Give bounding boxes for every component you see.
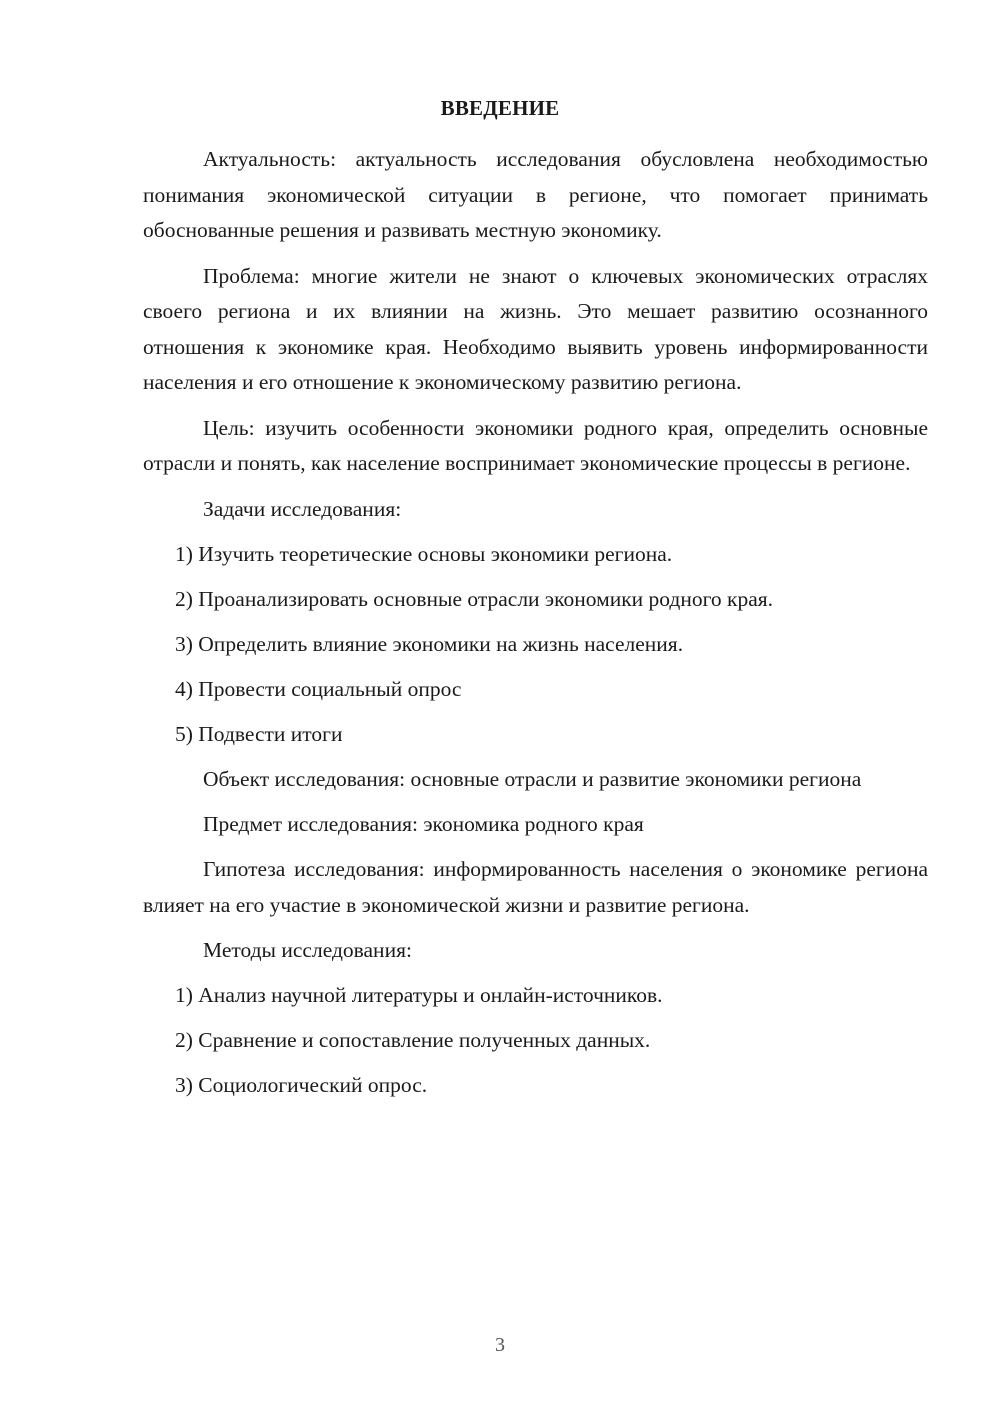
paragraph-subject: Предмет исследования: экономика родного края bbox=[203, 812, 644, 836]
paragraph-relevance: Актуальность: актуальность исследования обусловлена необходимостью понимания экономической ситуации в регионе, что помогает принимать обоснованные решения и развивать местную экономику. bbox=[143, 147, 928, 242]
method-item-1: 1) Анализ научной литературы и онлайн-источников. bbox=[175, 983, 663, 1007]
method-item-2: 2) Сравнение и сопоставление полученных данных. bbox=[175, 1028, 651, 1052]
methods-heading: Методы исследования: bbox=[203, 938, 412, 962]
paragraph-hypothesis: Гипотеза исследования: информированность населения о экономике региона влияет на его участие в экономической жизни и развитие региона. bbox=[143, 857, 928, 917]
spacer bbox=[143, 249, 928, 259]
method-item-3: 3) Социологический опрос. bbox=[175, 1073, 428, 1097]
task-item-4: 4) Провести социальный опрос bbox=[175, 676, 462, 701]
task-item-5: 5) Подвести итоги bbox=[175, 721, 343, 746]
page-title: ВВЕДЕНИЕ bbox=[440, 96, 560, 120]
spacer bbox=[143, 797, 928, 807]
task-item-2: 2) Проанализировать основные отрасли экономики родного края. bbox=[175, 586, 774, 611]
spacer bbox=[143, 482, 928, 492]
paragraph-goal: Цель: изучить особенности экономики родного края, определить основные отрасли и понять, как население воспринимает экономические процессы в регионе. bbox=[143, 415, 928, 475]
paragraph-object: Объект исследования: основные отрасли и развитие экономики региона bbox=[203, 766, 862, 791]
task-item-3: 3) Определить влияние экономики на жизнь населения. bbox=[175, 631, 684, 656]
tasks-heading: Задачи исследования: bbox=[203, 496, 402, 521]
page-number: 3 bbox=[495, 1334, 505, 1356]
spacer bbox=[143, 401, 928, 411]
spacer bbox=[143, 923, 928, 933]
task-item-1: 1) Изучить теоретические основы экономики региона. bbox=[175, 541, 673, 566]
document-body bbox=[143, 142, 928, 1113]
paragraph-problem: Проблема: многие жители не знают о ключевых экономических отраслях своего региона и их влиянии на жизнь. Это мешает развитию осознанного отношения к экономике края. Необходимо выявить уровень информированности населения и его отношение к экономическому развитию региона. bbox=[143, 263, 928, 394]
